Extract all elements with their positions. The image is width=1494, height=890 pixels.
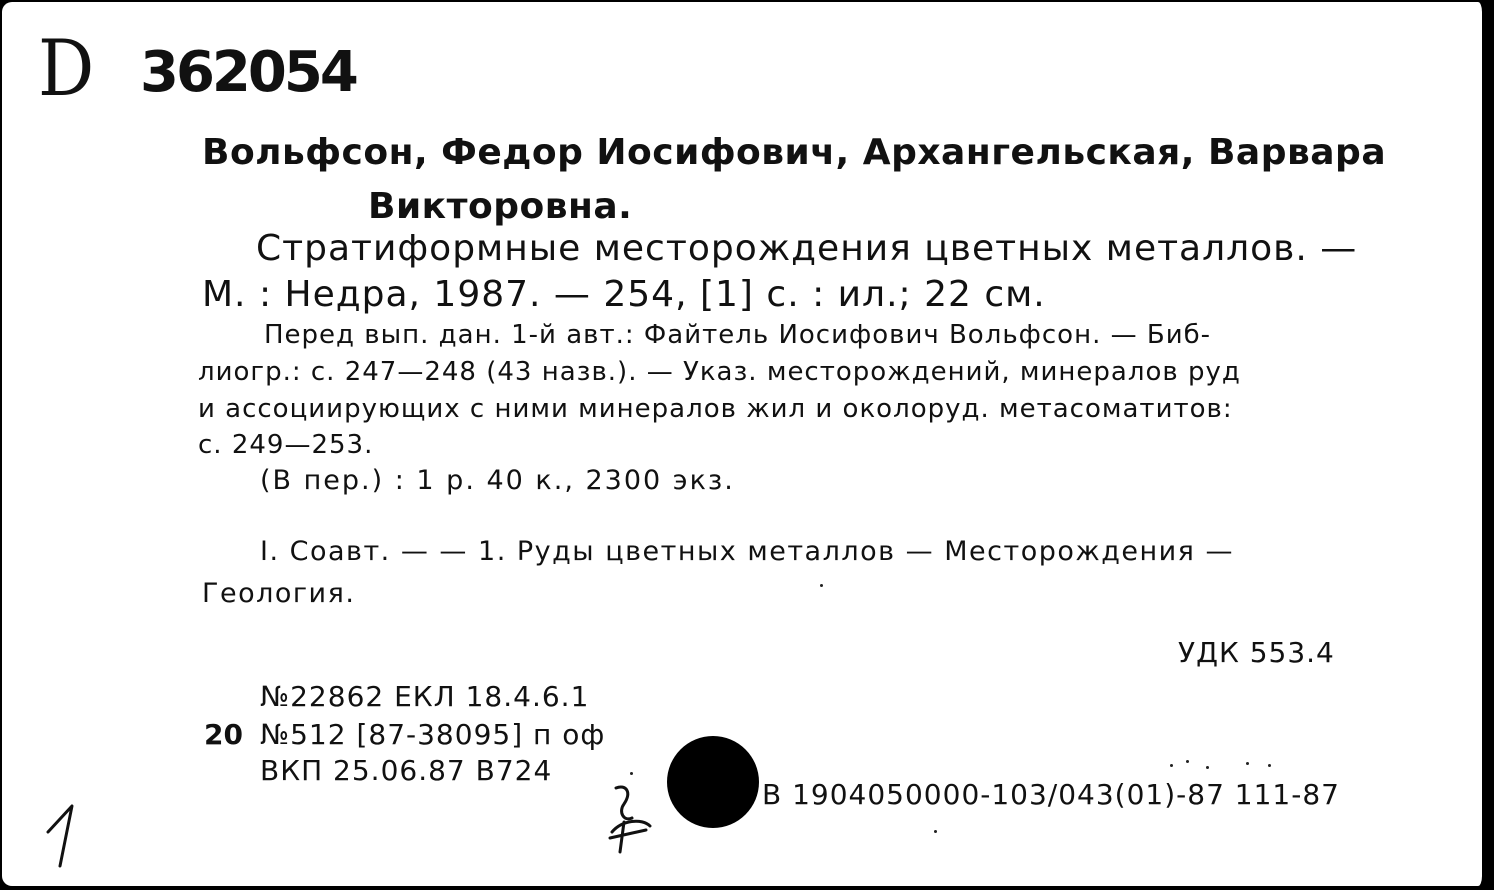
speck xyxy=(1170,764,1173,767)
title-line-2: М. : Недра, 1987. — 254, [1] с. : ил.; 22 см. xyxy=(202,274,1046,315)
note-line-4: с. 249—253. xyxy=(198,430,374,460)
authors-line-2: Викторовна. xyxy=(368,186,633,227)
call-number: 362054 xyxy=(140,40,356,105)
note-line-2: лиогр.: с. 247—248 (43 назв.). — Указ. месторождений, минералов руд xyxy=(198,357,1241,387)
speck xyxy=(1268,764,1271,767)
handwritten-letter: D xyxy=(38,24,95,114)
udk-code: УДК 553.4 xyxy=(1178,636,1335,669)
tracing-line-2: Геология. xyxy=(202,578,356,609)
note-line-1: Перед вып. дан. 1-й авт.: Файтель Иосифович Вольфсон. — Биб- xyxy=(264,320,1212,350)
service-line-2: №512 [87-38095] п оф xyxy=(260,718,606,751)
note-line-3: и ассоциирующих с ними минералов жил и околоруд. метасоматитов: xyxy=(198,394,1233,424)
speck xyxy=(820,584,823,587)
handwritten-mark-icon xyxy=(38,792,98,872)
punch-hole xyxy=(667,736,759,828)
speck xyxy=(934,830,937,833)
isbn-line: В 1904050000-103/043(01)-87 111-87 xyxy=(762,778,1340,811)
handwritten-initial-icon xyxy=(602,782,662,856)
tracing-line-1: I. Соавт. — — 1. Руды цветных металлов — Месторождения — xyxy=(260,536,1234,567)
authors-line-1: Вольфсон, Федор Иосифович, Архангельская, Варвара xyxy=(202,132,1387,173)
speck xyxy=(1206,766,1209,769)
speck xyxy=(1186,760,1189,763)
speck xyxy=(1246,762,1249,765)
service-prefix: 20 xyxy=(204,718,243,751)
service-line-3: ВКП 25.06.87 В724 xyxy=(260,754,553,787)
speck xyxy=(630,772,633,775)
price-line: (В пер.) : 1 р. 40 к., 2300 экз. xyxy=(260,465,735,496)
service-line-1: №22862 ЕКЛ 18.4.6.1 xyxy=(260,680,590,713)
title-line-1: Стратиформные месторождения цветных металлов. — xyxy=(256,228,1358,269)
catalog-card xyxy=(2,2,1488,886)
